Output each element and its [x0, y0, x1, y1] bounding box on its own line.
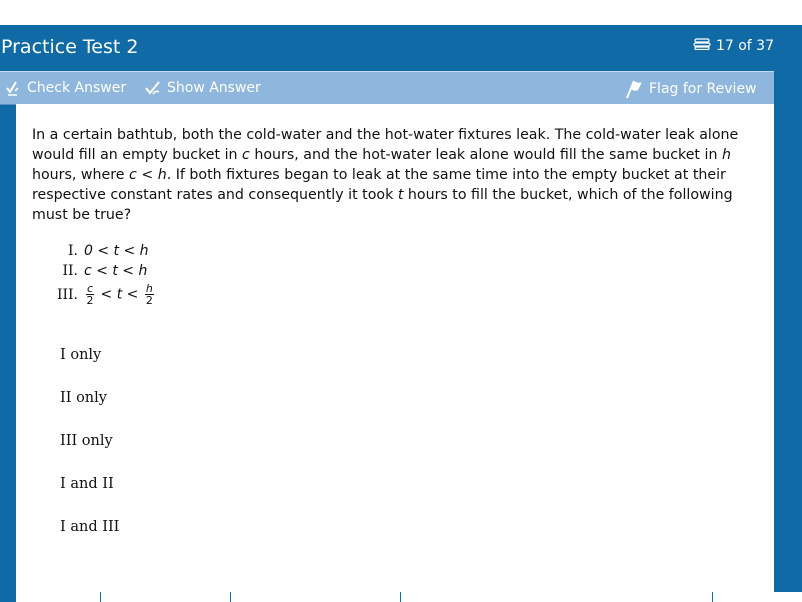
fraction-denominator: 2 — [86, 294, 94, 307]
right-frame-strip — [774, 71, 802, 592]
flag-for-review-button[interactable] — [624, 79, 757, 99]
choice-e[interactable]: I and III — [60, 519, 120, 535]
question-text-part: hours to fill the bucket, which of the following must be true? — [32, 187, 733, 223]
statement-2 — [42, 263, 147, 279]
fraction-h-over-2 — [145, 283, 154, 306]
list-icon — [693, 38, 711, 54]
condition-expression: c < h — [129, 167, 167, 183]
nav-divider — [230, 592, 231, 602]
inequality-middle: < t < — [100, 286, 139, 303]
question-text-part: In a certain bathtub, both the cold-water and the hot-water fixtures leak. The cold-water leak alone would fill an empty bucket in — [32, 127, 739, 163]
question-text — [32, 125, 747, 225]
app-window — [0, 25, 802, 602]
statement-expression: 0 < t < h — [84, 243, 149, 259]
show-answer-label: Show Answer — [167, 80, 261, 96]
bottom-navigation-bar — [16, 592, 802, 602]
statement-numeral: I. — [68, 243, 78, 259]
show-answer-button[interactable] — [144, 79, 261, 97]
nav-divider — [712, 592, 713, 602]
nav-divider — [400, 592, 401, 602]
statement-expression — [84, 283, 156, 306]
check-answer-label: Check Answer — [27, 80, 127, 96]
statement-numeral: II. — [62, 263, 78, 279]
check-answer-button[interactable] — [4, 79, 126, 97]
title-bar — [0, 25, 802, 70]
statement-1 — [42, 243, 149, 259]
variable-c: c — [242, 147, 250, 163]
fraction-c-over-2 — [86, 283, 94, 306]
choice-c[interactable]: III only — [60, 433, 113, 449]
fraction-denominator: 2 — [145, 294, 153, 307]
choice-d[interactable]: I and II — [60, 476, 114, 492]
flag-icon — [624, 79, 644, 99]
variable-t: t — [397, 187, 404, 203]
fraction-numerator: h — [145, 282, 153, 295]
toolbar — [0, 71, 774, 105]
checkmark-icon — [144, 79, 162, 97]
question-text-part: . If both fixtures began to leak at the same time into the empty bucket at their respective constant rates and consequently it took — [32, 167, 726, 203]
question-text-part: hours, where — [32, 167, 129, 183]
question-text-part: hours, and the hot-water leak alone would fill the same bucket in — [249, 147, 722, 163]
nav-divider — [100, 592, 101, 602]
counter-label: 17 of 37 — [715, 38, 774, 54]
question-panel — [16, 104, 774, 592]
choice-b[interactable]: II only — [60, 390, 107, 406]
variable-h: h — [721, 147, 731, 163]
statement-numeral: III. — [56, 286, 78, 303]
statement-expression: c < t < h — [84, 263, 148, 279]
choice-a[interactable]: I only — [60, 347, 102, 363]
statement-3 — [42, 283, 156, 306]
window-title: Practice Test 2 — [1, 36, 139, 58]
question-counter — [693, 38, 774, 54]
fraction-numerator: c — [87, 282, 94, 295]
flag-for-review-label: Flag for Review — [649, 81, 757, 97]
check-pencil-icon — [4, 79, 22, 97]
